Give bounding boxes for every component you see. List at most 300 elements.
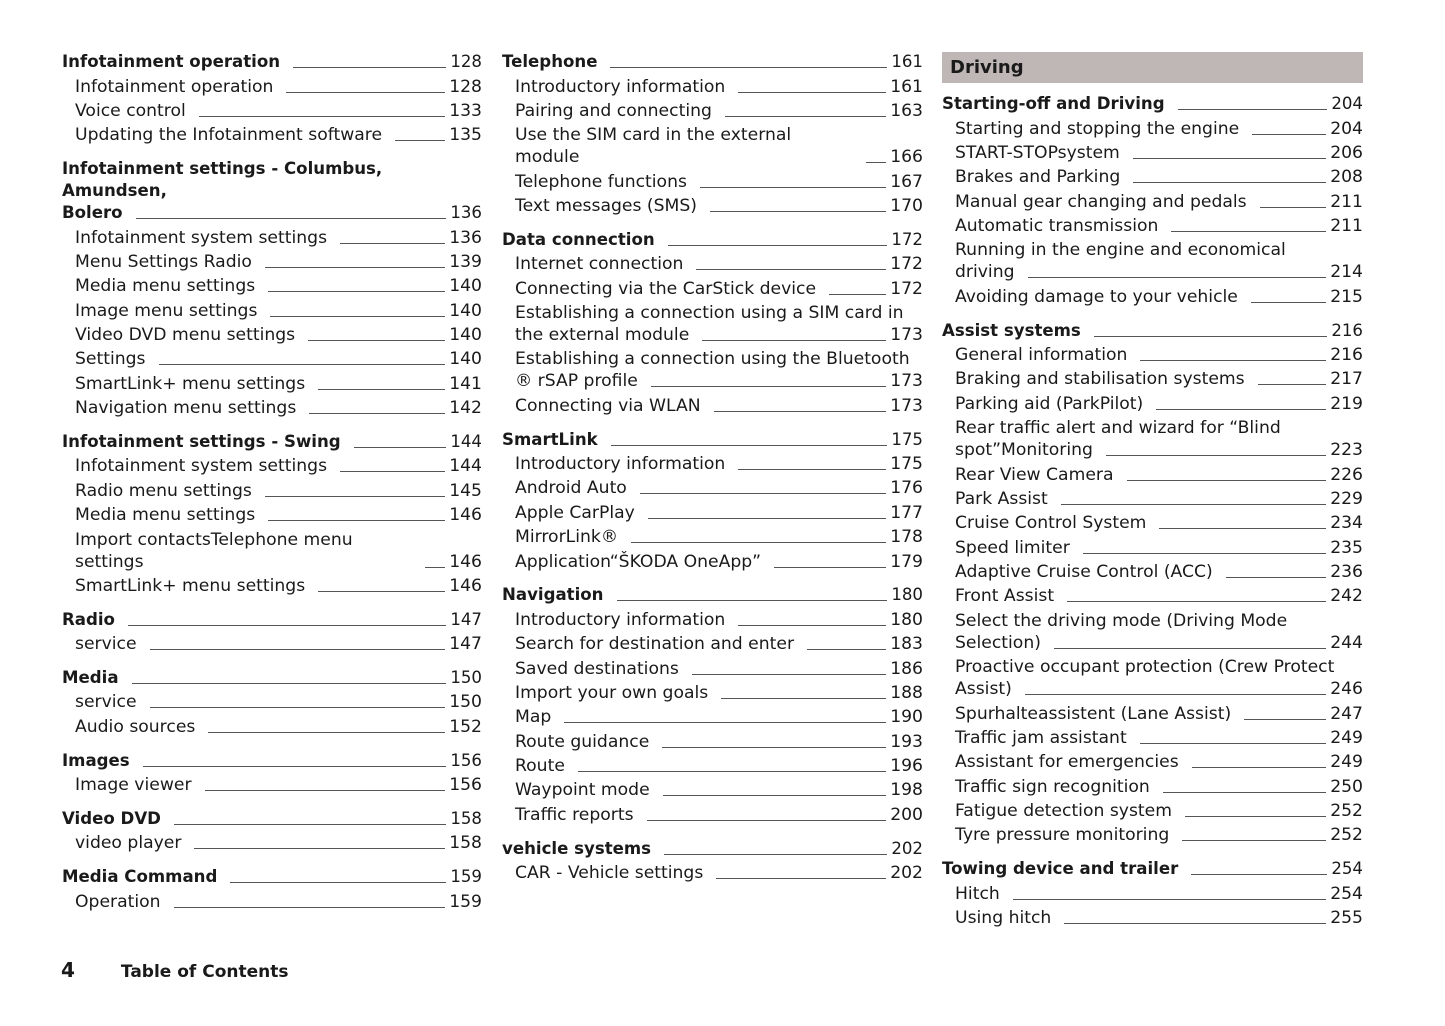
leader-line [807, 649, 886, 650]
leader-line [696, 269, 886, 270]
page-ref: 173 [890, 395, 923, 416]
page-ref: 146 [449, 551, 482, 572]
entry-title: Speed limiter [955, 537, 1070, 558]
toc-subentry[interactable] [62, 123, 482, 147]
toc-subentry[interactable] [502, 525, 923, 549]
page-ref: 235 [1330, 537, 1363, 558]
page-ref: 172 [890, 254, 923, 275]
toc-subentry[interactable] [942, 416, 1363, 462]
page-ref: 196 [890, 756, 923, 777]
leader-line [664, 854, 887, 855]
toc-chapter-entry[interactable] [942, 319, 1363, 343]
leader-line [617, 600, 888, 601]
page-ref: 128 [450, 52, 482, 72]
page-ref: 128 [449, 76, 482, 97]
entry-title: Traffic reports [515, 804, 634, 825]
leader-line [132, 683, 447, 684]
entry-title: Front Assist [955, 586, 1055, 607]
entry-title: Starting and stopping the engine [955, 118, 1240, 139]
page-ref: 152 [449, 716, 482, 737]
toc-subentry[interactable] [942, 285, 1363, 309]
page-ref: 223 [1330, 440, 1363, 461]
leader-line [714, 411, 887, 412]
toc-subentry[interactable] [942, 511, 1363, 535]
toc-subentry[interactable] [502, 252, 923, 276]
toc-subentry[interactable] [942, 882, 1363, 906]
leader-line [1156, 409, 1326, 410]
entry-title: Images [62, 750, 130, 770]
page-ref: 145 [449, 480, 482, 501]
page-ref: 217 [1330, 369, 1363, 390]
toc-subentry[interactable] [62, 372, 482, 396]
toc-chapter-entry[interactable] [62, 157, 482, 225]
entry-title: Radio menu settings [75, 480, 252, 501]
toc-subentry[interactable] [62, 274, 482, 298]
toc-chapter-entry[interactable] [502, 50, 923, 74]
toc-subentry[interactable] [942, 775, 1363, 799]
leader-line [710, 211, 886, 212]
page-ref: 172 [891, 229, 923, 249]
page-ref: 147 [449, 634, 482, 655]
leader-line [647, 820, 887, 821]
page-ref: 133 [449, 100, 482, 121]
page-ref: 163 [890, 100, 923, 121]
leader-line [1226, 577, 1326, 578]
toc-column-1 [62, 50, 482, 923]
entry-title: Establishing a connection using the Bluetooth [515, 349, 910, 370]
page-ref: 249 [1330, 727, 1363, 748]
toc-subentry[interactable] [502, 394, 923, 418]
toc-column-2 [502, 50, 923, 895]
page-ref: 247 [1330, 703, 1363, 724]
toc-group [942, 319, 1363, 848]
page-ref: 252 [1330, 801, 1363, 822]
entry-title: service [75, 634, 137, 655]
entry-title: Pairing and connecting [515, 100, 712, 121]
entry-title: vehicle systems [502, 838, 652, 858]
toc-subentry[interactable] [502, 476, 923, 500]
leader-line [1252, 134, 1326, 135]
toc-subentry[interactable] [502, 681, 923, 705]
toc-group [502, 50, 923, 218]
entry-title: Text messages (SMS) [515, 196, 697, 217]
toc-subentry[interactable] [502, 501, 923, 525]
toc-subentry[interactable] [942, 392, 1363, 416]
toc-subentry[interactable] [62, 632, 482, 656]
toc-subentry[interactable] [502, 632, 923, 656]
page-ref: 146 [449, 575, 482, 596]
toc-subentry[interactable] [942, 462, 1363, 486]
page-ref: 156 [450, 750, 482, 770]
entry-title-continued: spot”Monitoring [955, 440, 1093, 461]
toc-subentry[interactable] [62, 503, 482, 527]
page-ref: 204 [1331, 94, 1363, 114]
toc-subentry[interactable] [502, 861, 923, 885]
toc-subentry[interactable] [942, 116, 1363, 140]
entry-title: Traffic jam assistant [955, 727, 1127, 748]
toc-subentry[interactable] [62, 831, 482, 855]
page-ref: 211 [1330, 191, 1363, 212]
toc-subentry[interactable] [942, 560, 1363, 584]
toc-subentry[interactable] [942, 906, 1363, 930]
toc-subentry[interactable] [942, 584, 1363, 608]
toc-subentry[interactable] [942, 655, 1363, 701]
page-ref: 173 [890, 371, 923, 392]
entry-title: Search for destination and enter [515, 634, 795, 655]
entry-title: Proactive occupant protection (Crew Protect [955, 657, 1335, 678]
page-ref: 254 [1331, 859, 1363, 879]
leader-line [1106, 455, 1326, 456]
page-ref: 229 [1330, 488, 1363, 509]
entry-title: Select the driving mode (Driving Mode [955, 610, 1288, 631]
page-ref: 166 [890, 147, 923, 168]
leader-line [174, 824, 446, 825]
leader-line [1260, 207, 1327, 208]
entry-title: Menu Settings Radio [75, 251, 252, 272]
page-ref: 204 [1330, 118, 1363, 139]
entry-title: Traffic sign recognition [955, 776, 1150, 797]
toc-subentry[interactable] [62, 299, 482, 323]
entry-title: Route [515, 756, 565, 777]
toc-subentry[interactable] [62, 527, 482, 573]
toc-chapter-entry[interactable] [942, 92, 1363, 116]
page-ref: 156 [449, 775, 482, 796]
leader-line [268, 291, 445, 292]
entry-title: Rear traffic alert and wizard for “Blind [955, 418, 1281, 439]
entry-title: Telephone [502, 52, 598, 72]
page-ref: 242 [1330, 586, 1363, 607]
page-ref: 176 [890, 478, 923, 499]
toc-subentry[interactable] [502, 74, 923, 98]
toc-subentry[interactable] [942, 487, 1363, 511]
page-ref: 159 [450, 867, 482, 887]
entry-title: Saved destinations [515, 658, 679, 679]
page-ref: 140 [449, 349, 482, 370]
toc-subentry[interactable] [942, 141, 1363, 165]
toc-group [62, 50, 482, 148]
leader-line [1258, 384, 1327, 385]
toc-subentry[interactable] [502, 347, 923, 393]
toc-subentry[interactable] [502, 301, 923, 347]
leader-line [738, 469, 886, 470]
leader-line [265, 267, 445, 268]
leader-line [128, 625, 446, 626]
entry-title: Connecting via the CarStick device [515, 278, 817, 299]
toc-chapter-entry[interactable] [942, 857, 1363, 881]
entry-title: Adaptive Cruise Control (ACC) [955, 562, 1213, 583]
entry-title: Video DVD menu settings [75, 325, 296, 346]
leader-line [866, 162, 886, 163]
page-ref: 147 [450, 609, 482, 629]
toc-subentry[interactable] [502, 730, 923, 754]
page-ref: 208 [1330, 167, 1363, 188]
leader-line [1028, 277, 1327, 278]
page-ref: 173 [890, 325, 923, 346]
entry-title: Media menu settings [75, 276, 256, 297]
entry-title-continued: Selection) [955, 632, 1041, 653]
page-ref: 219 [1330, 393, 1363, 414]
entry-title: Telephone functions [515, 171, 687, 192]
page-ref: 226 [1330, 464, 1363, 485]
page-ref: 177 [890, 502, 923, 523]
page-ref: 161 [891, 52, 923, 72]
page-ref: 158 [449, 833, 482, 854]
leader-line [340, 471, 445, 472]
leader-line [1133, 158, 1326, 159]
entry-title: Voice control [75, 100, 186, 121]
page-ref: 211 [1330, 216, 1363, 237]
page-ref: 175 [891, 429, 923, 449]
page-ref: 216 [1330, 345, 1363, 366]
toc-subentry[interactable] [942, 823, 1363, 847]
page-ref: 140 [449, 276, 482, 297]
leader-line [1178, 109, 1328, 110]
leader-line [1159, 528, 1326, 529]
page-ref: 170 [890, 196, 923, 217]
entry-title: Spurhalteassistent (Lane Assist) [955, 703, 1232, 724]
entry-title: Infotainment settings - Columbus, Amundsen, [62, 159, 383, 201]
toc-chapter-entry[interactable] [62, 430, 482, 454]
leader-line [662, 747, 886, 748]
toc-subentry[interactable] [502, 754, 923, 778]
page-ref: 136 [449, 227, 482, 248]
entry-title: SmartLink+ menu settings [75, 373, 306, 394]
page-ref: 249 [1330, 752, 1363, 773]
toc-subentry[interactable] [62, 347, 482, 371]
toc-subentry[interactable] [942, 165, 1363, 189]
leader-line [651, 386, 886, 387]
entry-title: Import your own goals [515, 682, 709, 703]
entry-title: Settings [75, 349, 146, 370]
toc-group [502, 837, 923, 886]
toc-subentry[interactable] [62, 74, 482, 98]
toc-subentry[interactable] [502, 123, 923, 169]
leader-line [1192, 767, 1327, 768]
leader-line [136, 218, 447, 219]
leader-line [1171, 231, 1326, 232]
leader-line [1025, 694, 1326, 695]
toc-subentry[interactable] [62, 773, 482, 797]
entry-title: Map [515, 707, 552, 728]
page-ref: 150 [449, 692, 482, 713]
toc-subentry[interactable] [942, 238, 1363, 284]
entry-title: Infotainment settings - Swing [62, 432, 341, 452]
page-ref: 193 [890, 731, 923, 752]
page-ref: 140 [449, 325, 482, 346]
entry-title: Apple CarPlay [515, 502, 635, 523]
entry-title: Import contactsTelephone menu settings [75, 529, 353, 572]
entry-title: Manual gear changing and pedals [955, 191, 1247, 212]
toc-subentry[interactable] [62, 250, 482, 274]
leader-line [610, 67, 887, 68]
page-ref: 139 [449, 251, 482, 272]
toc-subentry[interactable] [62, 715, 482, 739]
toc-chapter-entry[interactable] [62, 608, 482, 632]
leader-line [721, 698, 886, 699]
toc-group [502, 428, 923, 574]
toc-subentry[interactable] [502, 778, 923, 802]
toc-subentry[interactable] [942, 609, 1363, 655]
entry-title-continued: Assist) [955, 679, 1012, 700]
entry-title: Infotainment system settings [75, 227, 328, 248]
toc-subentry[interactable] [62, 574, 482, 598]
leader-line [194, 848, 445, 849]
toc-subentry[interactable] [942, 367, 1363, 391]
leader-line [286, 92, 445, 93]
page-ref: 146 [449, 505, 482, 526]
leader-line [640, 493, 886, 494]
entry-title: Establishing a connection using a SIM card in [515, 303, 904, 324]
page-ref: 244 [1330, 632, 1363, 653]
toc-column-3 [942, 50, 1363, 940]
toc-chapter-entry[interactable] [62, 666, 482, 690]
toc-subentry[interactable] [502, 277, 923, 301]
entry-title: Brakes and Parking [955, 167, 1121, 188]
toc-subentry[interactable] [502, 608, 923, 632]
toc-subentry[interactable] [942, 726, 1363, 750]
leader-line [268, 520, 445, 521]
leader-line [1094, 336, 1328, 337]
toc-group [942, 857, 1363, 930]
toc-subentry[interactable] [62, 323, 482, 347]
toc-chapter-entry[interactable] [62, 807, 482, 831]
footer-title: Table of Contents [120, 962, 289, 982]
entry-title: Introductory information [515, 76, 726, 97]
entry-title: Updating the Infotainment software [75, 125, 383, 146]
leader-line [1013, 899, 1326, 900]
toc-subentry[interactable] [942, 799, 1363, 823]
toc-subentry[interactable] [502, 803, 923, 827]
leader-line [564, 722, 886, 723]
toc-chapter-entry[interactable] [502, 228, 923, 252]
leader-line [738, 92, 886, 93]
toc-subentry[interactable] [942, 750, 1363, 774]
leader-line [318, 389, 445, 390]
leader-line [1061, 504, 1326, 505]
page-ref: 167 [890, 171, 923, 192]
leader-line [1140, 743, 1326, 744]
toc-group [502, 228, 923, 418]
toc-chapter-entry[interactable] [502, 428, 923, 452]
entry-title: Automatic transmission [955, 216, 1159, 237]
toc-subentry[interactable] [62, 225, 482, 249]
leader-line [265, 496, 445, 497]
page-ref: 190 [890, 707, 923, 728]
leader-line [829, 294, 886, 295]
entry-title: Introductory information [515, 609, 726, 630]
entry-title: Infotainment system settings [75, 456, 328, 477]
toc-group [62, 865, 482, 914]
entry-title: Data connection [502, 229, 655, 249]
leader-line [143, 766, 447, 767]
toc-subentry[interactable] [942, 214, 1363, 238]
toc-subentry[interactable] [62, 99, 482, 123]
toc-subentry[interactable] [942, 343, 1363, 367]
toc-group [62, 666, 482, 739]
entry-title-continued: ® rSAP profile [515, 371, 638, 392]
toc-subentry[interactable] [502, 705, 923, 729]
toc-subentry[interactable] [62, 396, 482, 420]
page-ref: 252 [1330, 825, 1363, 846]
toc-chapter-entry[interactable] [502, 583, 923, 607]
entry-title: MirrorLink® [515, 527, 619, 548]
toc-subentry[interactable] [942, 701, 1363, 725]
entry-title: video player [75, 833, 182, 854]
leader-line [395, 140, 445, 141]
toc-chapter-entry[interactable] [62, 749, 482, 773]
page-ref: 246 [1330, 679, 1363, 700]
page-ref: 158 [450, 808, 482, 828]
toc-subentry[interactable] [502, 99, 923, 123]
leader-line [1133, 182, 1326, 183]
entry-title: Audio sources [75, 716, 196, 737]
entry-title: Infotainment operation [75, 76, 274, 97]
toc-group [62, 749, 482, 798]
entry-title-continued: Bolero [62, 203, 123, 223]
leader-line [692, 674, 886, 675]
entry-title: SmartLink+ menu settings [75, 575, 306, 596]
leader-line [318, 591, 445, 592]
toc-group [502, 583, 923, 827]
entry-title: Use the SIM card in the external module [515, 125, 792, 168]
toc-subentry[interactable] [62, 454, 482, 478]
leader-line [230, 882, 446, 883]
toc-subentry[interactable] [502, 452, 923, 476]
toc-subentry[interactable] [62, 889, 482, 913]
page-ref: 172 [890, 278, 923, 299]
page-ref: 150 [450, 668, 482, 688]
entry-title: Connecting via WLAN [515, 395, 701, 416]
toc-subentry[interactable] [62, 479, 482, 503]
entry-title: Park Assist [955, 488, 1048, 509]
toc-subentry[interactable] [942, 190, 1363, 214]
toc-subentry[interactable] [502, 194, 923, 218]
entry-title: Assistant for emergencies [955, 752, 1179, 773]
page-ref: 179 [890, 551, 923, 572]
page-ref: 215 [1330, 286, 1363, 307]
leader-line [1185, 816, 1326, 817]
page-footer [61, 958, 289, 982]
leader-line [205, 790, 446, 791]
toc-chapter-entry[interactable] [62, 50, 482, 74]
page-ref: 236 [1330, 562, 1363, 583]
entry-title: Starting-off and Driving [942, 94, 1165, 114]
toc-subentry[interactable] [502, 656, 923, 680]
entry-title: Tyre pressure monitoring [955, 825, 1170, 846]
leader-line [199, 116, 445, 117]
page-ref: 202 [890, 863, 923, 884]
page-ref: 250 [1330, 776, 1363, 797]
page-ref: 159 [449, 891, 482, 912]
leader-line [700, 187, 886, 188]
toc-subentry[interactable] [502, 170, 923, 194]
entry-title: Application“ŠKODA OneApp” [515, 551, 762, 572]
page-number: 4 [61, 958, 75, 982]
page-ref: 200 [890, 804, 923, 825]
leader-line [668, 245, 888, 246]
toc-subentry[interactable] [502, 549, 923, 573]
entry-title: Route guidance [515, 731, 650, 752]
toc-chapter-entry[interactable] [502, 837, 923, 861]
leader-line [174, 907, 446, 908]
leader-line [270, 316, 445, 317]
toc-subentry[interactable] [942, 536, 1363, 560]
toc-subentry[interactable] [62, 690, 482, 714]
entry-title-continued: driving [955, 262, 1015, 283]
toc-chapter-entry[interactable] [62, 865, 482, 889]
entry-title: Hitch [955, 883, 1000, 904]
entry-title: Assist systems [942, 320, 1081, 340]
